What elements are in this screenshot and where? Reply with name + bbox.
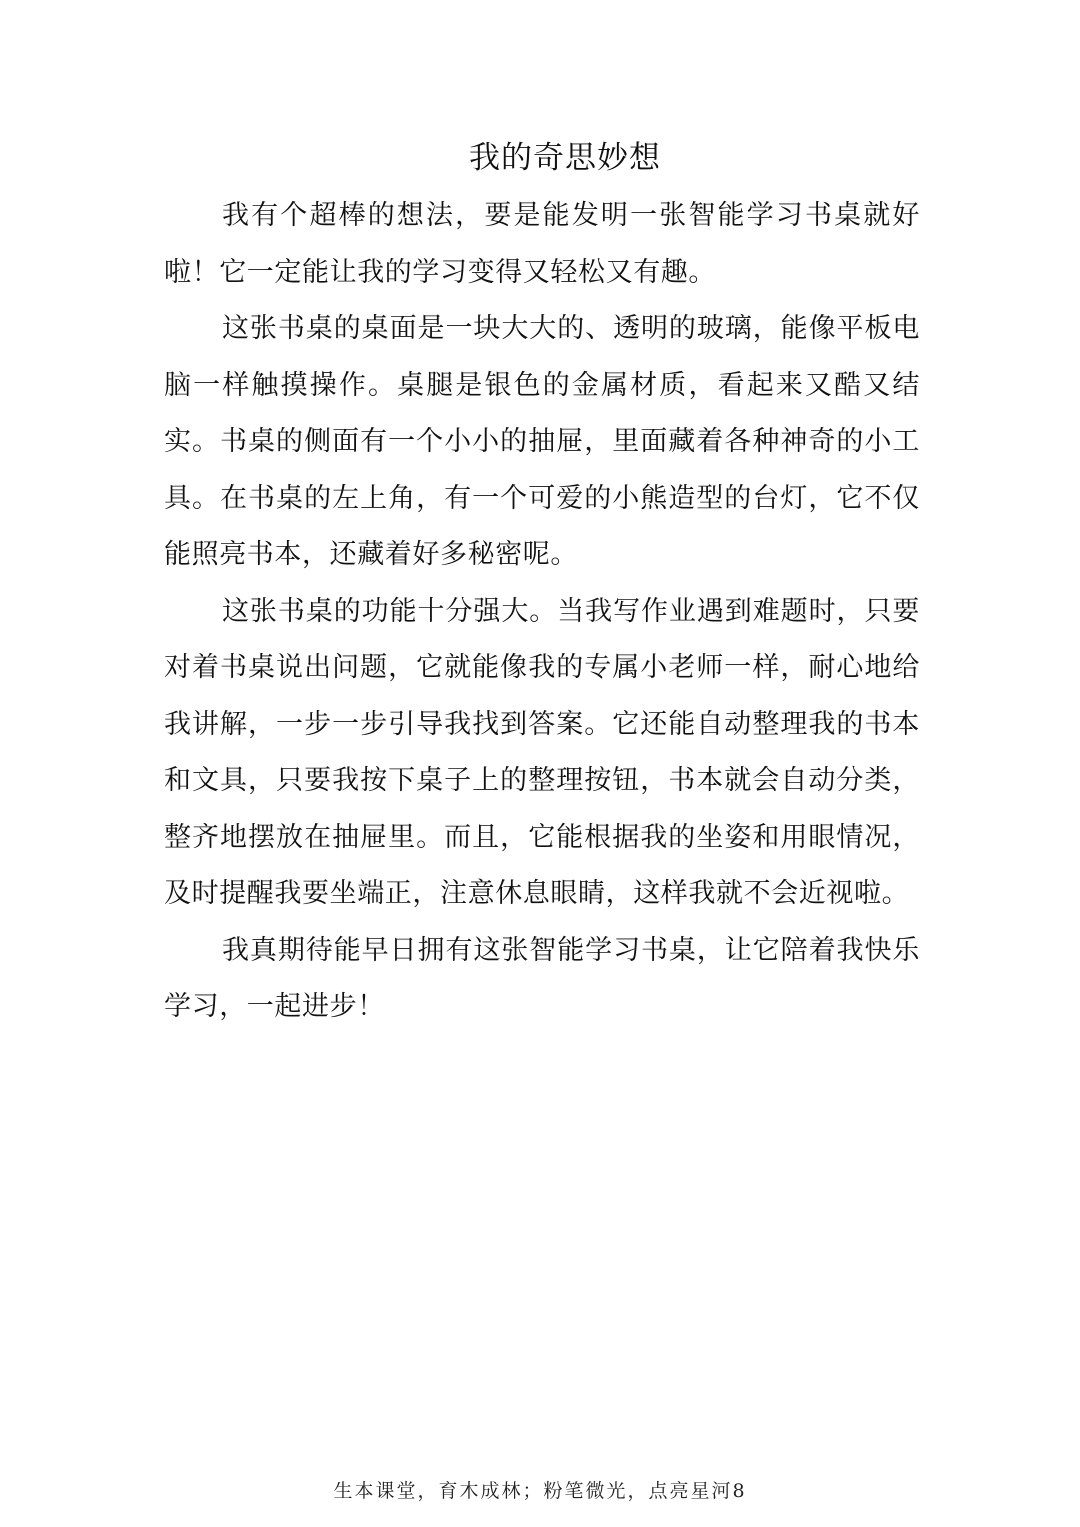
essay-body	[164, 188, 920, 1036]
essay-title: 我的奇思妙想	[469, 140, 661, 176]
paragraph-4: 我真期待能早日拥有这张智能学习书桌，让它陪着我快乐学习，一起进步！	[164, 934, 920, 1022]
paragraph-2: 这张书桌的桌面是一块大大的、透明的玻璃，能像平板电脑一样触摸操作。桌腿是银色的金属材质，看起来又酷又结实。书桌的侧面有一个小小的抽屉，里面藏着各种神奇的小工具。在书桌的左上角，有一个可爱的小熊造型的台灯，它不仅能照亮书本，还藏着好多秘密呢。	[164, 313, 920, 570]
paragraph-3: 这张书桌的功能十分强大。当我写作业遇到难题时，只要对着书桌说出问题，它就能像我的专属小老师一样，耐心地给我讲解，一步一步引导我找到答案。它还能自动整理我的书本和文具，只要我按下桌子上的整理按钮，书本就会自动分类，整齐地摆放在抽屉里。而且，它能根据我的坐姿和用眼情况，及时提醒我要坐端正，注意休息眼睛，这样我就不会近视啦。	[164, 595, 920, 909]
paragraph-1: 我有个超棒的想法，要是能发明一张智能学习书桌就好啦！它一定能让我的学习变得又轻松又有趣。	[164, 200, 920, 288]
page-footer: 生本课堂，育木成林；粉笔微光，点亮星河8	[333, 1480, 747, 1502]
